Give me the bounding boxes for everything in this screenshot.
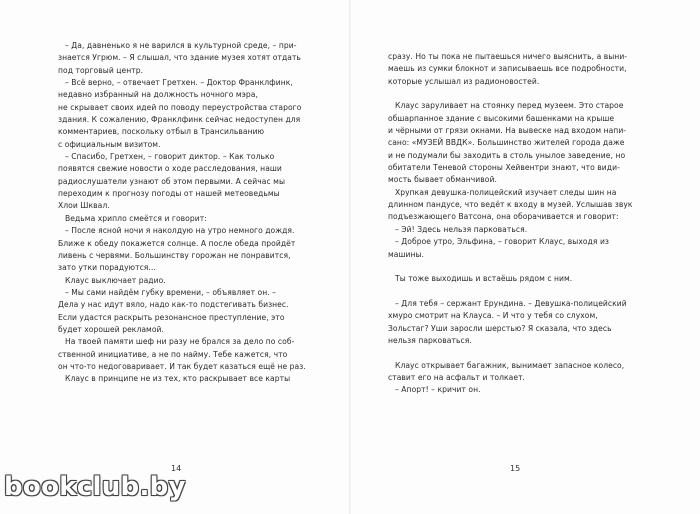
text-line: он что-то недоговаривает. И так будет казаться ещё не раз. <box>58 361 306 371</box>
text-line: – Апорт! – кричит он. <box>395 385 481 395</box>
left-page-text <box>58 40 315 386</box>
text-line: и чёрными от грязи окнами. На вывеске над входом напи- <box>388 126 627 136</box>
text-line <box>388 347 644 359</box>
text-line: сразу. Но ты пока не пытаешься ничего выяснить, а выни- <box>388 52 628 61</box>
text-line: Ведьма хрипло смеётся и говорит: <box>65 213 207 223</box>
text-line: Ты тоже выходишь и встаёшь рядом с ним. <box>395 274 573 284</box>
text-line: – После ясной ночи я наколдую на утро немного дождя. <box>65 226 295 236</box>
text-line: знается Угрюм. – Я слышал, что здание музея хотят отдать <box>58 53 301 63</box>
text-line: недавно избранный на должность ночного мэра, <box>58 90 258 100</box>
text-line: машины. <box>388 249 424 259</box>
text-line: маешь из сумки блокнот и записываешь все подробности, <box>388 64 627 74</box>
text-line <box>388 286 644 298</box>
text-line: – Эй! Здесь нельзя парковаться. <box>395 224 528 234</box>
text-line: хмуро смотрит на Клауса. – И что у тебя со слухом, <box>388 311 598 321</box>
text-line: нельзя парковаться. <box>388 335 472 345</box>
text-line: которые услышал из радионовостей. <box>388 76 540 86</box>
text-line: Клаус открывает багажник, вынимает запасное колесо, <box>395 360 625 370</box>
text-line: – Да, давненько я не варился в культурной среде, – при- <box>65 41 297 50</box>
text-line: не скрывает своих идей по поводу переустройства старого <box>58 102 302 112</box>
text-line: – Мы сами найдём губку времени, – объявляет он. – <box>65 287 277 297</box>
text-line <box>388 88 644 100</box>
text-line: переходим к прогнозу погоды от нашей метеоведьмы <box>58 189 280 199</box>
text-line: сано: «МУЗЕЙ ВВДК». Большинство жителей города даже <box>388 138 625 148</box>
text-line: обитатели Теневой стороны Хейвентри знают, что види- <box>388 163 620 173</box>
text-line: Ближе к обеду покажется солнце. А после обеда пройдёт <box>58 238 296 248</box>
text-line: – Доброе утро, Эльфина, – говорит Клаус, выходя из <box>395 237 610 247</box>
text-line: мость бывает обманчивой. <box>388 175 497 185</box>
site-watermark: bookclub.by <box>4 472 186 502</box>
right-page <box>350 0 700 514</box>
text-line: ставит его на асфальт и толкает. <box>388 372 526 382</box>
text-line: зато утки порадуются… <box>58 263 157 273</box>
text-line: Зольстаг? Уши заросли шерстью? Я сказала, что здесь <box>388 323 612 333</box>
text-line: появятся свежие новости о ходе расследования, наши <box>58 164 282 174</box>
text-line: комментариев, поскольку отбыл в Трансильванию <box>58 127 265 137</box>
text-line: и не подумали бы заходить в столь унылое заведение, но <box>388 150 626 160</box>
text-line: будет хорошей рекламой. <box>58 324 164 334</box>
text-line: – Для тебя – сержант Ерундина. – Девушка-полицейский <box>395 298 627 308</box>
text-line: здания. К сожалению, Франклфинк сейчас недоступен для <box>58 115 301 125</box>
text-line: – Спасибо, Гретхен, – говорит диктор. – Как только <box>65 152 275 162</box>
text-line: обшарпанное здание с высокими башенками на крыше <box>388 113 615 123</box>
text-line: с официальным визитом. <box>58 139 161 149</box>
text-line: Если удастся раскрыть резонансное преступление, это <box>58 312 285 322</box>
text-line: ственной инициативе, а не по найму. Тебе кажется, что <box>58 349 288 359</box>
text-line: На твоей памяти шеф ни разу не брался за дело по соб- <box>65 337 295 347</box>
text-line: Клаус заруливает на стоянку перед музеем. Это старое <box>395 101 624 111</box>
text-line: – Всё верно, – отвечает Гретхен. – Доктор Франклфинк, <box>65 78 293 88</box>
text-line: радиослушатели узнают об этом первыми. А сейчас мы <box>58 176 285 186</box>
left-page-number: 14 <box>171 464 182 473</box>
right-page-number: 15 <box>510 464 521 473</box>
text-line: под торговый центр. <box>58 65 144 75</box>
text-line <box>388 261 644 273</box>
text-line: Клаус выключает радио. <box>65 275 166 285</box>
text-line: подъезжающего Ватсона, она оборачивается и говорит: <box>388 212 619 222</box>
right-page-text <box>388 51 644 397</box>
text-line: Хлои Шквал. <box>58 201 110 211</box>
text-line: ливень с червями. Большинству горожан не понравится, <box>58 250 291 260</box>
text-line: Хрупкая девушка-полицейский изучает следы шин на <box>395 187 617 197</box>
text-line: Клаус в принципе не из тех, кто раскрывает все карты <box>65 374 291 384</box>
text-line: длинном пандусе, что ведёт к входу в музей. Услышав звук <box>388 200 633 210</box>
text-line: Дела у нас идут вяло, надо как-то подстегивать бизнес. <box>58 300 289 310</box>
